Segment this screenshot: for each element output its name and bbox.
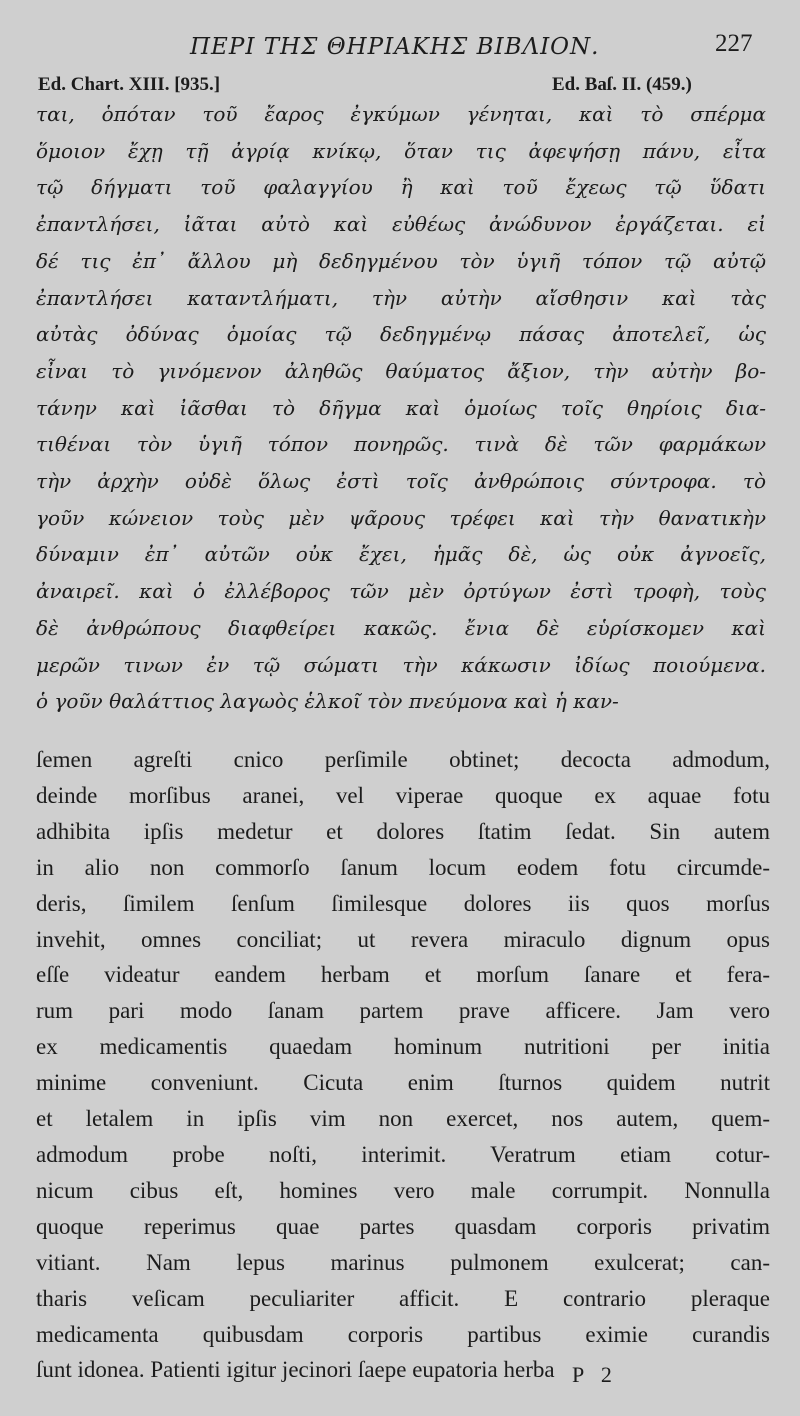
greek-text-line: ὁ γοῦν θαλάττιος λαγωὸς ἑλκοῖ τὸν πνεύμονα καὶ ἡ καν- <box>36 689 619 714</box>
latin-text-line: admodum probe noſti, interimit. Veratrum etiam cotur- <box>36 1141 770 1167</box>
greek-text-line: ὅμοιον ἔχῃ τῇ ἀγρίᾳ κνίκῳ, ὅταν τις ἀφεψήσῃ πάνυ, εἶτα <box>36 138 766 163</box>
latin-text-line: deris, ſimilem ſenſum ſimilesque dolores iis quos morſus <box>36 890 770 916</box>
greek-text-line: αὐτὰς ὀδύνας ὁμοίας τῷ δεδηγμένῳ πάσας ἀποτελεῖ, ὡς <box>36 322 766 347</box>
latin-text-line: rum pari modo ſanam partem prave afficere. Jam vero <box>36 998 770 1024</box>
latin-text-line: et letalem in ipſis vim non exercet, nos autem, quem- <box>36 1106 770 1132</box>
greek-text-line: γοῦν κώνειον τοὺς μὲν ψᾶρους τρέφει καὶ τὴν θανατικὴν <box>36 505 766 530</box>
latin-text-line: vitiant. Nam lepus marinus pulmonem exulcerat; can- <box>36 1249 770 1275</box>
greek-text-line: τὴν ἀρχὴν οὐδὲ ὅλως ἐστὶ τοῖς ἀνθρώποις σύντροφα. τὸ <box>36 469 766 494</box>
latin-text-line: nicum cibus eſt, homines vero male corrumpit. Nonnulla <box>36 1177 770 1203</box>
greek-text-line: δὲ ἀνθρώπους διαφθείρει κακῶς. ἔνια δὲ εὑρίσκομεν καὶ <box>36 615 766 640</box>
edition-reference-basel: Ed. Baſ. II. (459.) <box>552 74 692 95</box>
latin-text-line: eſſe videatur eandem herbam et morſum ſanare et fera- <box>36 962 770 988</box>
latin-text-block <box>36 742 770 1388</box>
latin-text-line: deinde morſibus aranei, vel viperae quoque ex aquae fotu <box>36 782 770 808</box>
page-number: 227 <box>715 30 753 57</box>
latin-text-line: minime conveniunt. Cicuta enim ſturnos quidem nutrit <box>36 1070 770 1096</box>
greek-text-line: τῷ δήγματι τοῦ φαλαγγίου ἢ καὶ τοῦ ἔχεως τῷ ὕδατι <box>36 175 766 200</box>
greek-text-line: ἀναιρεῖ. καὶ ὁ ἐλλέβορος τῶν μὲν ὀρτύγων ἐστὶ τροφὴ, τοὺς <box>36 579 766 604</box>
greek-text-line: δύναμιν ἐπ᾽ αὐτῶν οὐκ ἔχει, ἡμᾶς δὲ, ὡς οὐκ ἀγνοεῖς, <box>36 542 766 567</box>
latin-text-line: ex medicamentis quaedam hominum nutritioni per initia <box>36 1034 770 1060</box>
latin-text-line: medicamenta quibusdam corporis partibus eximie curandis <box>36 1321 770 1347</box>
latin-text-line: invehit, omnes conciliat; ut revera miraculo dignum opus <box>36 926 770 952</box>
greek-text-block <box>36 96 766 720</box>
latin-text-line: tharis veſicam peculiariter afficit. E contrario pleraque <box>36 1285 770 1311</box>
greek-text-line: μερῶν τινων ἐν τῷ σώματι τὴν κάκωσιν ἰδίως ποιούμενα. <box>36 652 766 677</box>
latin-text-line: adhibita ipſis medetur et dolores ſtatim ſedat. Sin autem <box>36 818 770 844</box>
greek-text-line: ἐπαντλήσει, ἰᾶται αὐτὸ καὶ εὐθέως ἀνώδυνον ἐργάζεται. εἰ <box>36 212 766 237</box>
latin-text-line: in alio non commorſo ſanum locum eodem fotu circumde- <box>36 854 770 880</box>
latin-text-line: ſemen agreſti cnico perſimile obtinet; decocta admodum, <box>36 747 770 772</box>
latin-text-line: quoque reperimus quae partes quasdam corporis privatim <box>36 1213 770 1239</box>
greek-text-line: ται, ὁπόταν τοῦ ἔαρος ἐγκύμων γένηται, καὶ τὸ σπέρμα <box>36 102 766 126</box>
edition-reference-chartier: Ed. Chart. XIII. [935.] <box>38 74 221 95</box>
latin-text-line: ſunt idonea. Patienti igitur jecinori ſaepe eupatoria herba <box>36 1357 555 1383</box>
greek-text-line: εἶναι τὸ γινόμενον ἀληθῶς θαύματος ἄξιον, τὴν αὐτὴν βο- <box>36 358 766 383</box>
greek-text-line: τάνην καὶ ἰᾶσθαι τὸ δῆγμα καὶ ὁμοίως τοῖς θηρίοις δια- <box>36 395 766 420</box>
running-title: ΠΕΡΙ ΤΗΣ ΘΗΡΙΑΚΗΣ ΒΙΒΛΙΟΝ. <box>190 34 600 60</box>
greek-text-line: τιθέναι τὸν ὑγιῆ τόπον πονηρῶς. τινὰ δὲ τῶν φαρμάκων <box>36 432 766 457</box>
greek-text-line: δέ τις ἐπ᾽ ἄλλου μὴ δεδηγμένου τὸν ὑγιῆ τόπον τῷ αὐτῷ <box>36 248 766 273</box>
greek-text-line: ἐπαντλήσει καταντλήματι, τὴν αὐτὴν αἴσθησιν καὶ τὰς <box>36 285 766 310</box>
printer-signature-mark: P 2 <box>572 1362 618 1387</box>
